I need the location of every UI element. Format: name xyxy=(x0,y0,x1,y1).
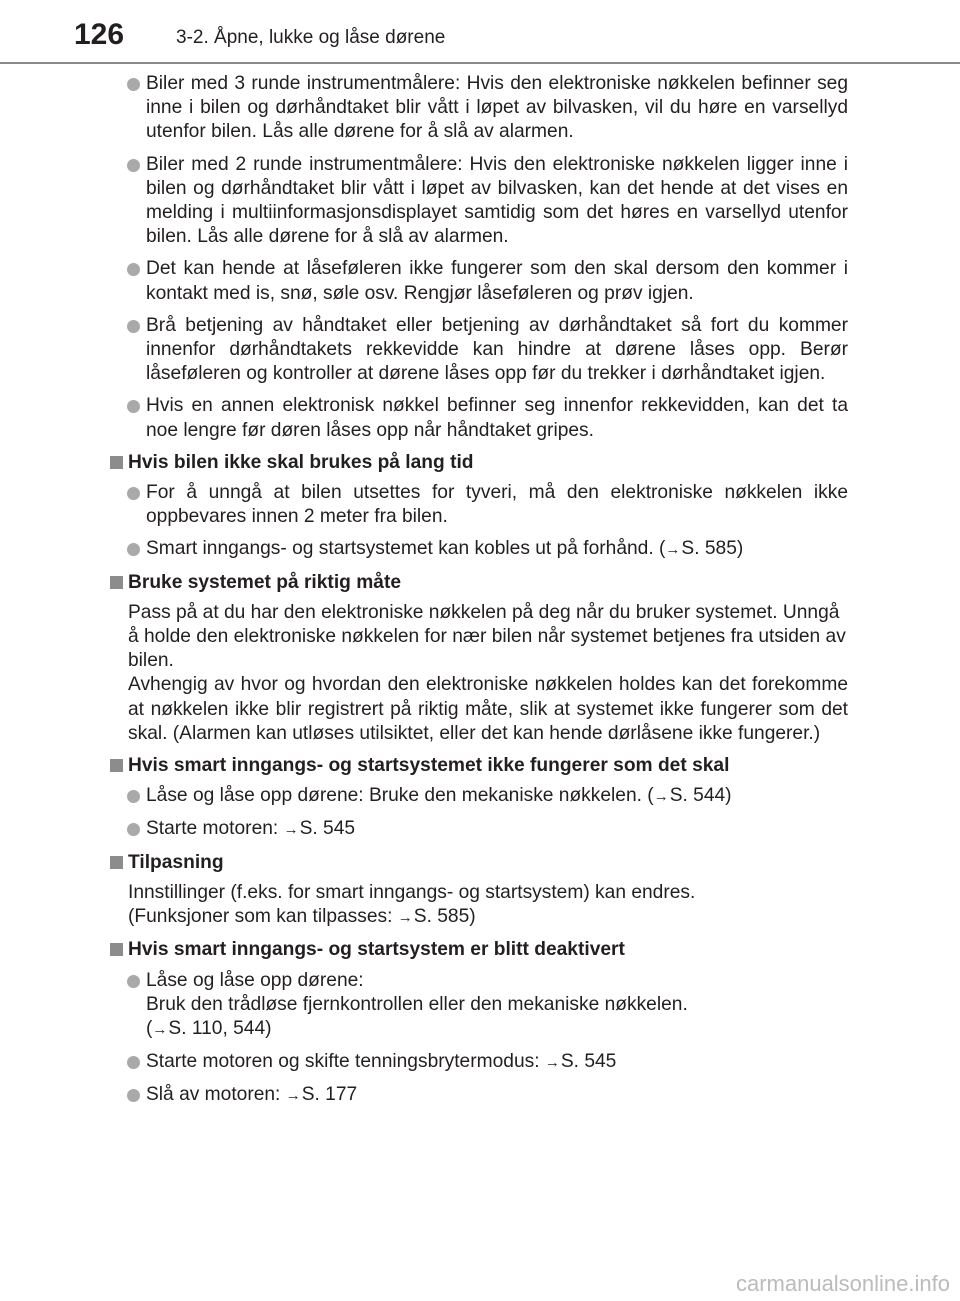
watermark: carmanualsonline.info xyxy=(735,1271,950,1296)
list-item xyxy=(108,969,848,1043)
square-marker-icon xyxy=(110,943,123,956)
paragraph-text: Pass på at du har den elektroniske nøkkelen på deg når du bruker systemet. Unngå å holde den elektroniske nøkkelen for nær bilen når systemet betjenes fra utsiden av bilen. xyxy=(128,601,846,672)
arrow-right-icon: → xyxy=(544,1054,560,1072)
circle-bullet-icon xyxy=(127,263,140,276)
bullet-text: Hvis en annen elektronisk nøkkel befinner seg innenfor rekkevidden, kan det ta noe lengre før døren låses opp når håndtaket gripes. xyxy=(146,395,848,441)
circle-bullet-icon xyxy=(127,400,140,413)
bullet-text-part: Låse og låse opp dørene: Bruke den mekaniske nøkkelen. ( xyxy=(146,785,654,807)
bullet-text: Biler med 2 runde instrumentmålere: Hvis den elektroniske nøkkelen ligger inne i bilen og dørhåndtaket blir vått i løpet av bilvasken, kan det hende at det vises en melding i multiinformasjonsdisplayet samtidig som det høres en varsellyd utenfor bilen. Lås alle dørene for å slå av alarmen. xyxy=(146,153,848,248)
bullet-line: Låse og låse opp dørene: xyxy=(146,969,364,991)
page-reference: S. 110, 544) xyxy=(168,1017,272,1039)
bullet-text: Det kan hende at låseføleren ikke fungerer som den skal dersom den kommer i kontakt med is, snø, søle osv. Rengjør låseføleren og prøv igjen. xyxy=(146,258,848,304)
heading-text: Hvis smart inngangs- og startsystemet ikke fungerer som det skal xyxy=(128,755,730,777)
bullet-line: Bruk den trådløse fjernkontrollen eller den mekaniske nøkkelen. xyxy=(146,993,688,1015)
list-item xyxy=(108,481,848,529)
circle-bullet-icon xyxy=(127,543,140,556)
bullet-text xyxy=(146,1083,848,1108)
arrow-right-icon: → xyxy=(397,909,413,927)
list-item xyxy=(108,394,848,442)
page-reference-link[interactable] xyxy=(284,818,355,839)
list-item xyxy=(108,1083,848,1108)
list-item xyxy=(108,153,848,250)
paragraph-line: Innstillinger (f.eks. for smart inngangs- og startsystem) kan endres. xyxy=(128,881,696,903)
list-item xyxy=(108,314,848,387)
bullet-text xyxy=(146,537,848,562)
bullet-text-part: Starte motoren: xyxy=(146,818,284,840)
page-reference-link[interactable] xyxy=(152,1018,271,1039)
section-heading xyxy=(108,851,848,875)
list-item xyxy=(108,817,848,842)
arrow-right-icon: → xyxy=(653,788,669,806)
circle-bullet-icon xyxy=(127,975,140,988)
circle-bullet-icon xyxy=(127,78,140,91)
section-heading xyxy=(108,571,848,595)
circle-bullet-icon xyxy=(127,159,140,172)
heading-text: Hvis smart inngangs- og startsystem er blitt deaktivert xyxy=(128,939,625,961)
paragraph-text: Avhengig av hvor og hvordan den elektroniske nøkkelen holdes kan det forekomme at nøkkelen ikke blir registrert på riktig måte, slik at systemet ikke fungerer som det skal. (Alarmen kan utløses utilsiktet, eller det kan hende dørlåsene ikke fungerer.) xyxy=(128,674,848,744)
page-reference: S. 545 xyxy=(299,818,356,840)
circle-bullet-icon xyxy=(127,1056,140,1069)
heading-text: Tilpasning xyxy=(128,851,224,873)
circle-bullet-icon xyxy=(127,1089,140,1102)
section-heading xyxy=(108,754,848,778)
bullet-text xyxy=(146,784,848,809)
square-marker-icon xyxy=(110,456,123,469)
section-title: 3-2. Åpne, lukke og låse dørene xyxy=(176,27,446,48)
arrow-right-icon: → xyxy=(152,1020,168,1038)
circle-bullet-icon xyxy=(127,487,140,500)
paragraph xyxy=(108,601,848,674)
heading-text: Hvis bilen ikke skal brukes på lang tid xyxy=(128,451,474,473)
page-reference-link[interactable] xyxy=(654,785,732,806)
bullet-text: Biler med 3 runde instrumentmålere: Hvis den elektroniske nøkkelen befinner seg inne i bilen og dørhåndtaket blir vått i løpet av bilvasken, vil du høre en varsellyd utenfor bilen. Lås alle dørene for å slå av alarmen. xyxy=(146,73,848,143)
page-number: 126 xyxy=(74,18,125,51)
page-header xyxy=(0,0,960,62)
bullet-text xyxy=(146,1050,848,1075)
bullet-text-part: ( xyxy=(146,1017,153,1039)
page-reference: S. 544) xyxy=(669,785,732,807)
paragraph xyxy=(108,673,848,746)
arrow-right-icon: → xyxy=(665,541,681,559)
circle-bullet-icon xyxy=(127,320,140,333)
section-heading xyxy=(108,451,848,475)
arrow-right-icon: → xyxy=(283,821,299,839)
bullet-text-part: Smart inngangs- og startsystemet kan kobles ut på forhånd. ( xyxy=(146,538,666,560)
heading-text: Bruke systemet på riktig måte xyxy=(128,571,402,593)
circle-bullet-icon xyxy=(127,790,140,803)
section-heading xyxy=(108,938,848,962)
bullet-line xyxy=(146,1017,848,1042)
bullet-text-part: Starte motoren og skifte tenningsbrytermodus: xyxy=(146,1051,545,1073)
list-item xyxy=(108,1050,848,1075)
header-rule xyxy=(0,62,960,64)
circle-bullet-icon xyxy=(127,823,140,836)
bullet-text-part: Slå av motoren: xyxy=(146,1084,286,1106)
page-reference: S. 177 xyxy=(301,1084,358,1106)
list-item xyxy=(108,537,848,562)
paragraph-text-part: (Funksjoner som kan tilpasses: xyxy=(128,906,398,928)
arrow-right-icon: → xyxy=(285,1087,301,1105)
bullet-text xyxy=(146,817,848,842)
page-reference-link[interactable] xyxy=(665,538,743,559)
paragraph-line xyxy=(128,905,848,930)
bullet-text: For å unngå at bilen utsettes for tyveri, må den elektroniske nøkkelen ikke oppbevares innen 2 meter fra bilen. xyxy=(146,482,848,528)
square-marker-icon xyxy=(110,576,123,589)
paragraph xyxy=(108,881,848,930)
list-item xyxy=(108,257,848,305)
page-reference: S. 585) xyxy=(413,906,476,928)
page-content xyxy=(108,72,848,1117)
bullet-text: Brå betjening av håndtaket eller betjening av dørhåndtaket så fort du kommer innenfor dørhåndtakets rekkevidde kan hindre at dørene låses opp. Berør låseføleren og kontroller at dørene låses opp før du trekker i dørhåndtaket igjen. xyxy=(146,314,848,385)
page-reference-link[interactable] xyxy=(545,1051,616,1072)
square-marker-icon xyxy=(110,759,123,772)
page-reference-link[interactable] xyxy=(286,1084,357,1105)
square-marker-icon xyxy=(110,856,123,869)
page-reference: S. 585) xyxy=(681,538,744,560)
page-reference-link[interactable] xyxy=(398,906,476,927)
page-reference: S. 545 xyxy=(560,1051,617,1073)
list-item xyxy=(108,784,848,809)
list-item xyxy=(108,72,848,145)
bullet-text xyxy=(146,969,848,1043)
